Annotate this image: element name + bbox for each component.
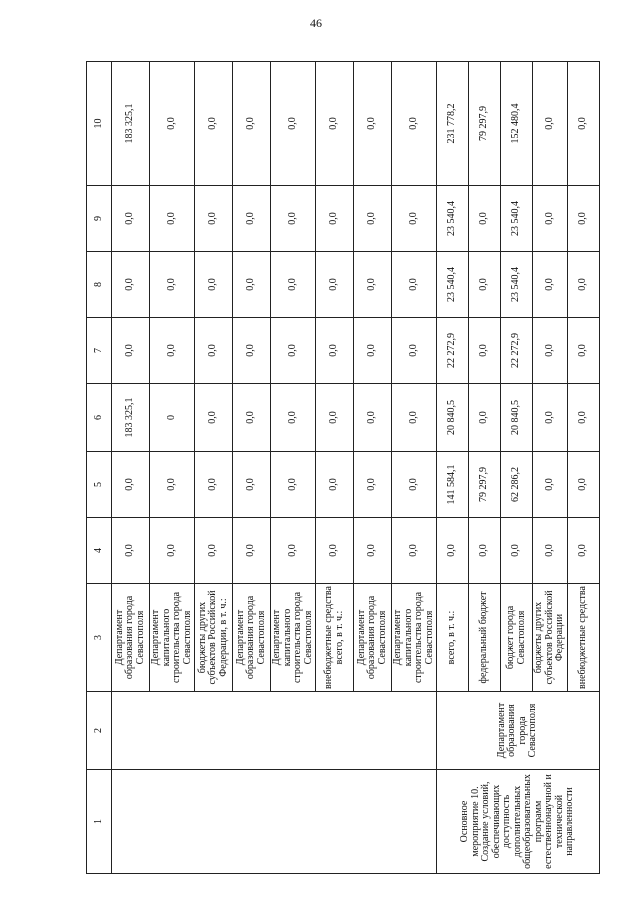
row-label: федеральный бюджет: [469, 584, 501, 692]
value-cell: 0,0: [469, 518, 501, 584]
executor-cell-continued: [195, 692, 233, 770]
value-cell: 0,0: [150, 186, 195, 252]
value-cell: 0,0: [567, 186, 599, 252]
value-cell: 0,0: [112, 186, 150, 252]
row-label: Департамент образования города Севастополя: [112, 584, 150, 692]
measure-cell-continued: [233, 770, 271, 874]
table-row: [316, 62, 354, 874]
measure-cell-continued: [316, 770, 354, 874]
value-cell: 0,0: [533, 452, 568, 518]
value-cell: 0,0: [354, 318, 392, 384]
value-cell: 0,0: [316, 318, 354, 384]
value-cell: 0,0: [271, 452, 316, 518]
measure-cell-continued: [271, 770, 316, 874]
value-cell: 0,0: [195, 252, 233, 318]
value-cell: 0,0: [233, 252, 271, 318]
value-cell: 0,0: [354, 186, 392, 252]
column-header: 2: [87, 692, 112, 770]
row-label: бюджеты других субъектов Российской Федерации, в т. ч.:: [195, 584, 233, 692]
value-cell: 0,0: [271, 186, 316, 252]
value-cell: 152 480,4: [501, 62, 533, 186]
value-cell: 0,0: [316, 186, 354, 252]
value-cell: 0,0: [195, 518, 233, 584]
value-cell: 0,0: [271, 384, 316, 452]
value-cell: 0,0: [567, 452, 599, 518]
value-cell: 0,0: [533, 252, 568, 318]
value-cell: 0,0: [271, 252, 316, 318]
column-header: 3: [87, 584, 112, 692]
row-label: Департамент образования города Севастополя: [233, 584, 271, 692]
value-cell: 23 540,4: [501, 252, 533, 318]
column-header: 8: [87, 252, 112, 318]
value-cell: 0,0: [533, 62, 568, 186]
rotated-table-frame: [86, 62, 586, 874]
value-cell: 22 272,9: [501, 318, 533, 384]
value-cell: 0,0: [501, 518, 533, 584]
executor-cell-continued: [150, 692, 195, 770]
value-cell: 0: [150, 384, 195, 452]
value-cell: 0,0: [112, 452, 150, 518]
value-cell: 0,0: [233, 518, 271, 584]
value-cell: 0,0: [233, 62, 271, 186]
value-cell: 0,0: [150, 518, 195, 584]
table-row: [271, 62, 316, 874]
column-header: 4: [87, 518, 112, 584]
executor-cell-continued: [354, 692, 392, 770]
value-cell: 0,0: [392, 62, 437, 186]
column-header: 9: [87, 186, 112, 252]
value-cell: 0,0: [392, 518, 437, 584]
value-cell: 23 540,4: [501, 186, 533, 252]
value-cell: 0,0: [392, 318, 437, 384]
value-cell: 0,0: [533, 384, 568, 452]
value-cell: 0,0: [233, 452, 271, 518]
value-cell: 23 540,4: [437, 186, 469, 252]
value-cell: 0,0: [150, 62, 195, 186]
value-cell: 0,0: [112, 318, 150, 384]
column-number-row: [87, 62, 112, 874]
row-label: Департамент капитального строительства города Севастополя: [150, 584, 195, 692]
table-row: [233, 62, 271, 874]
column-header: 1: [87, 770, 112, 874]
value-cell: 0,0: [354, 252, 392, 318]
value-cell: 0,0: [437, 518, 469, 584]
row-label: Департамент капитального строительства города Севастополя: [271, 584, 316, 692]
value-cell: 141 584,1: [437, 452, 469, 518]
value-cell: 0,0: [195, 186, 233, 252]
value-cell: 0,0: [567, 518, 599, 584]
value-cell: 0,0: [354, 518, 392, 584]
value-cell: 79 297,9: [469, 62, 501, 186]
value-cell: 0,0: [195, 62, 233, 186]
column-header: 6: [87, 384, 112, 452]
value-cell: 0,0: [316, 518, 354, 584]
table-row: [112, 62, 150, 874]
row-label: внебюджетные средства всего, в т. ч.:: [316, 584, 354, 692]
executor-cell-continued: [233, 692, 271, 770]
value-cell: 0,0: [195, 318, 233, 384]
value-cell: 0,0: [567, 252, 599, 318]
value-cell: 0,0: [316, 252, 354, 318]
row-label: внебюджетные средства: [567, 584, 599, 692]
row-label: бюджет города Севастополя: [501, 584, 533, 692]
value-cell: 0,0: [150, 318, 195, 384]
column-header: 7: [87, 318, 112, 384]
value-cell: 0,0: [354, 452, 392, 518]
value-cell: 20 840,5: [501, 384, 533, 452]
value-cell: 0,0: [533, 186, 568, 252]
value-cell: 0,0: [271, 518, 316, 584]
value-cell: 0,0: [316, 452, 354, 518]
table-row: [150, 62, 195, 874]
executor-cell-continued: [112, 692, 150, 770]
executor-cell: Департамент образования города Севастополя: [437, 692, 600, 770]
executor-cell-continued: [392, 692, 437, 770]
row-label: Департамент капитального строительства города Севастополя: [392, 584, 437, 692]
executor-cell-continued: [316, 692, 354, 770]
value-cell: 0,0: [271, 318, 316, 384]
value-cell: 0,0: [112, 518, 150, 584]
value-cell: 0,0: [316, 384, 354, 452]
value-cell: 0,0: [392, 186, 437, 252]
value-cell: 0,0: [150, 452, 195, 518]
value-cell: 79 297,9: [469, 452, 501, 518]
value-cell: 22 272,9: [437, 318, 469, 384]
value-cell: 0,0: [567, 62, 599, 186]
value-cell: 183 325,1: [112, 384, 150, 452]
value-cell: 0,0: [271, 62, 316, 186]
executor-cell-continued: [271, 692, 316, 770]
measure-name-cell: Основное мероприятие 10. Создание условий, обеспечивающих доступность дополнительных общеобразовательных программ естественнонаучной и технической направленности: [437, 770, 600, 874]
value-cell: 0,0: [469, 318, 501, 384]
value-cell: 231 778,2: [437, 62, 469, 186]
column-header: 10: [87, 62, 112, 186]
value-cell: 0,0: [567, 318, 599, 384]
value-cell: 62 286,2: [501, 452, 533, 518]
value-cell: 23 540,4: [437, 252, 469, 318]
value-cell: 0,0: [533, 518, 568, 584]
measure-cell-continued: [354, 770, 392, 874]
table-row: [437, 62, 469, 874]
value-cell: 0,0: [392, 452, 437, 518]
value-cell: 0,0: [233, 384, 271, 452]
measure-cell-continued: [392, 770, 437, 874]
rotated-table-wrapper: [86, 62, 586, 874]
value-cell: 0,0: [150, 252, 195, 318]
value-cell: 0,0: [195, 384, 233, 452]
row-label: всего, в т. ч.:: [437, 584, 469, 692]
value-cell: 20 840,5: [437, 384, 469, 452]
value-cell: 0,0: [316, 62, 354, 186]
column-header: 5: [87, 452, 112, 518]
value-cell: 0,0: [354, 62, 392, 186]
value-cell: 0,0: [392, 252, 437, 318]
value-cell: 183 325,1: [112, 62, 150, 186]
value-cell: 0,0: [567, 384, 599, 452]
value-cell: 0,0: [233, 318, 271, 384]
table-row: [392, 62, 437, 874]
value-cell: 0,0: [354, 384, 392, 452]
value-cell: 0,0: [233, 186, 271, 252]
value-cell: 0,0: [533, 318, 568, 384]
measure-cell-continued: [112, 770, 150, 874]
measure-cell-continued: [150, 770, 195, 874]
budget-table: [86, 61, 600, 874]
row-label: бюджеты других субъектов Российской Федерации: [533, 584, 568, 692]
value-cell: 0,0: [195, 452, 233, 518]
table-row: [354, 62, 392, 874]
value-cell: 0,0: [469, 384, 501, 452]
value-cell: 0,0: [112, 252, 150, 318]
value-cell: 0,0: [392, 384, 437, 452]
row-label: Департамент образования города Севастополя: [354, 584, 392, 692]
value-cell: 0,0: [469, 252, 501, 318]
page-number: 46: [310, 16, 322, 30]
value-cell: 0,0: [469, 186, 501, 252]
table-row: [195, 62, 233, 874]
measure-cell-continued: [195, 770, 233, 874]
